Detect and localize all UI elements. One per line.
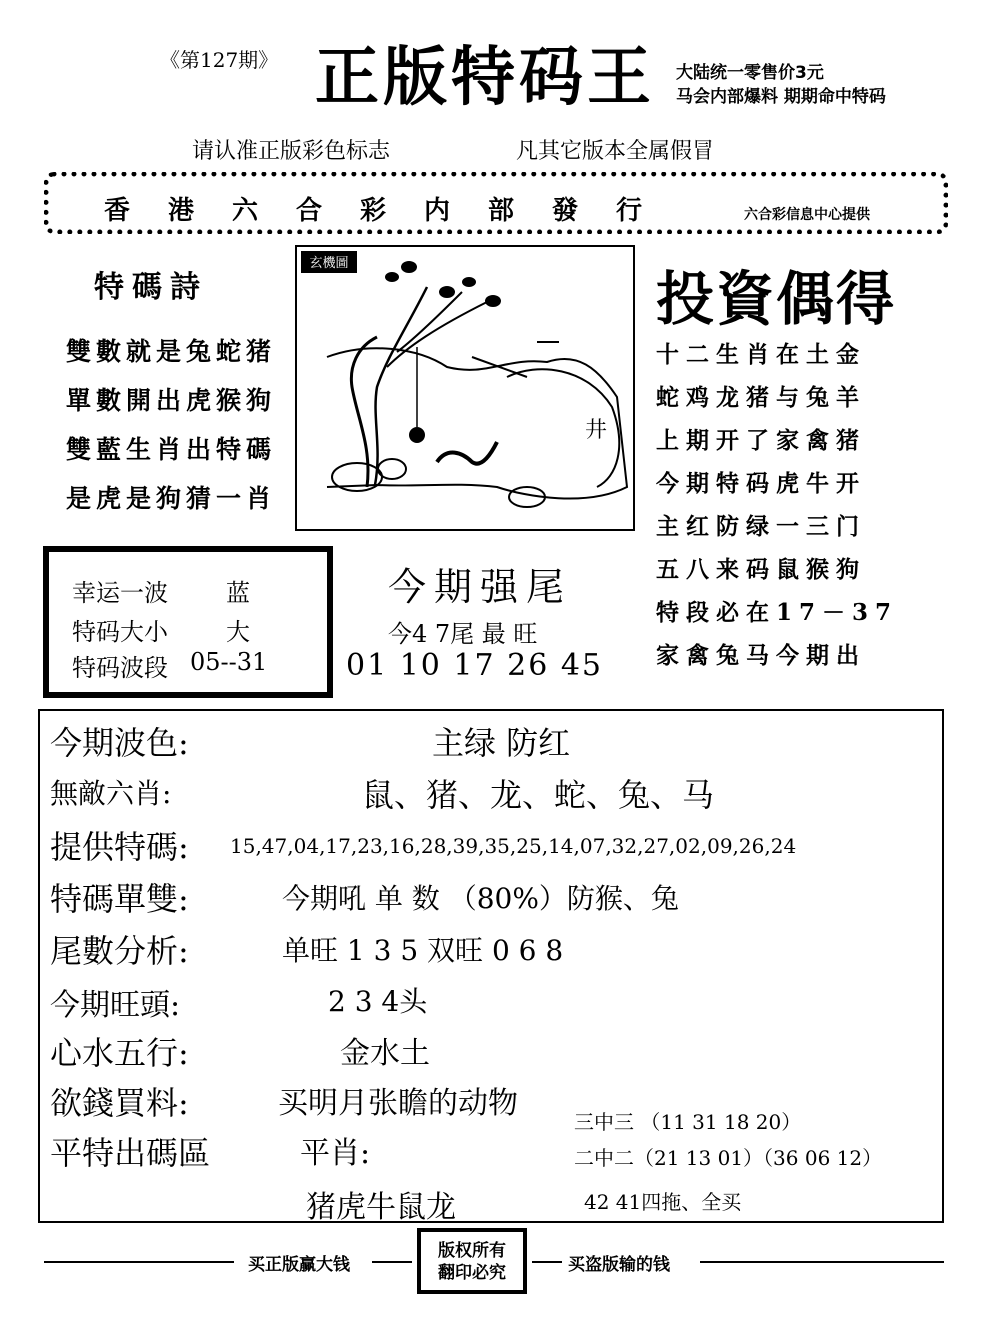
combo-three: 三中三 （11 31 18 20）	[574, 1110, 802, 1134]
buy-label: 欲錢買料:	[50, 1084, 189, 1122]
riddle-picture	[295, 245, 635, 531]
invest-line: 今期特码虎牛开	[656, 470, 866, 497]
six-zodiac-value: 鼠、猪、龙、蛇、兔、马	[362, 776, 715, 814]
hash-mark: 井	[585, 418, 608, 443]
footer-rule-mid-left	[372, 1261, 412, 1263]
poem-title: 特碼詩	[94, 270, 208, 305]
copyright-line: 翻印必究	[438, 1263, 506, 1283]
element-value: 金水土	[340, 1036, 430, 1071]
flat-value: 猪虎牛鼠龙	[306, 1190, 456, 1225]
color-label: 今期波色:	[50, 724, 189, 762]
authentic-notice: 请认准正版彩色标志	[192, 139, 391, 164]
poem-line: 是虎是狗猜一肖	[66, 484, 277, 513]
invest-line: 特段必在17－37	[656, 599, 899, 626]
tagline: 马会内部爆料 期期命中特码	[676, 87, 886, 107]
element-label: 心水五行:	[50, 1034, 189, 1072]
buy-value: 买明月张瞻的动物	[278, 1086, 518, 1121]
combo-drag: 42 41四拖、全买	[584, 1190, 742, 1214]
invest-line: 主红防绿一三门	[656, 513, 866, 540]
strong-tail-numbers: 01 10 17 26 45	[346, 648, 604, 683]
banner-provider: 六合彩信息中心提供	[744, 207, 870, 223]
poem-line: 單數開出虎猴狗	[66, 386, 277, 415]
fake-notice: 凡其它版本全属假冒	[516, 139, 715, 164]
banner-text: 香港六合彩内部發行	[104, 196, 681, 226]
lucky-size-value: 大	[226, 618, 250, 646]
combo-two: 二中二（21 13 01）（36 06 12）	[574, 1146, 883, 1170]
tail-label: 尾數分析:	[50, 932, 189, 970]
strong-tail-title: 今期强尾	[388, 565, 573, 609]
flat-sub-label: 平肖:	[300, 1136, 371, 1171]
head-label: 今期旺頭:	[50, 988, 181, 1023]
lucky-wave-value: 蓝	[226, 579, 250, 607]
provide-label: 提供特碼:	[50, 828, 189, 866]
six-zodiac-label: 無敵六肖:	[50, 777, 172, 810]
lucky-range-value: 05--31	[190, 648, 268, 676]
oddeven-value: 今期吼 单 数 （80%）防猴、兔	[282, 882, 679, 915]
flat-label: 平特出碼區	[50, 1134, 211, 1172]
issue-number: 《第127期》	[160, 48, 279, 72]
footer-left-text: 买正版赢大钱	[248, 1255, 350, 1275]
invest-line: 上期开了家禽猪	[656, 427, 866, 454]
price-line: 大陆统一零售价3元	[676, 63, 824, 83]
invest-title: 投資偶得	[656, 265, 897, 333]
color-value: 主绿 防红	[432, 724, 571, 762]
footer-right-text: 买盗版输的钱	[568, 1255, 670, 1275]
lucky-wave-label: 幸运一波	[72, 579, 168, 607]
invest-line: 五八来码鼠猴狗	[656, 556, 866, 583]
tail-value: 单旺 1 3 5 双旺 0 6 8	[282, 934, 564, 967]
provide-value: 15,47,04,17,23,16,28,39,35,25,14,07,32,27,02,09,26,24	[230, 834, 797, 858]
copyright-line: 版权所有	[438, 1241, 506, 1261]
lucky-size-label: 特码大小	[72, 618, 168, 646]
poem-line: 雙藍生肖出特碼	[66, 435, 277, 464]
riddle-illustration	[297, 247, 633, 529]
footer-rule-mid-right	[532, 1261, 562, 1263]
lucky-range-label: 特码波段	[72, 654, 168, 682]
head-value: 2 3 4头	[328, 985, 428, 1018]
oddeven-label: 特碼單雙:	[50, 880, 189, 918]
strong-tail-sub: 今4 7尾 最 旺	[388, 620, 538, 648]
invest-line: 蛇鸡龙猪与兔羊	[656, 384, 866, 411]
invest-line: 家禽兔马今期出	[656, 642, 866, 669]
copyright-box	[417, 1228, 527, 1294]
footer-rule-right	[700, 1261, 944, 1263]
invest-line: 十二生肖在土金	[656, 341, 866, 368]
footer-rule-left	[44, 1261, 234, 1263]
poem-line: 雙數就是兔蛇猪	[66, 337, 277, 366]
stamp-label: 玄機圖	[309, 256, 349, 271]
page-title: 正版特码王	[315, 41, 655, 115]
